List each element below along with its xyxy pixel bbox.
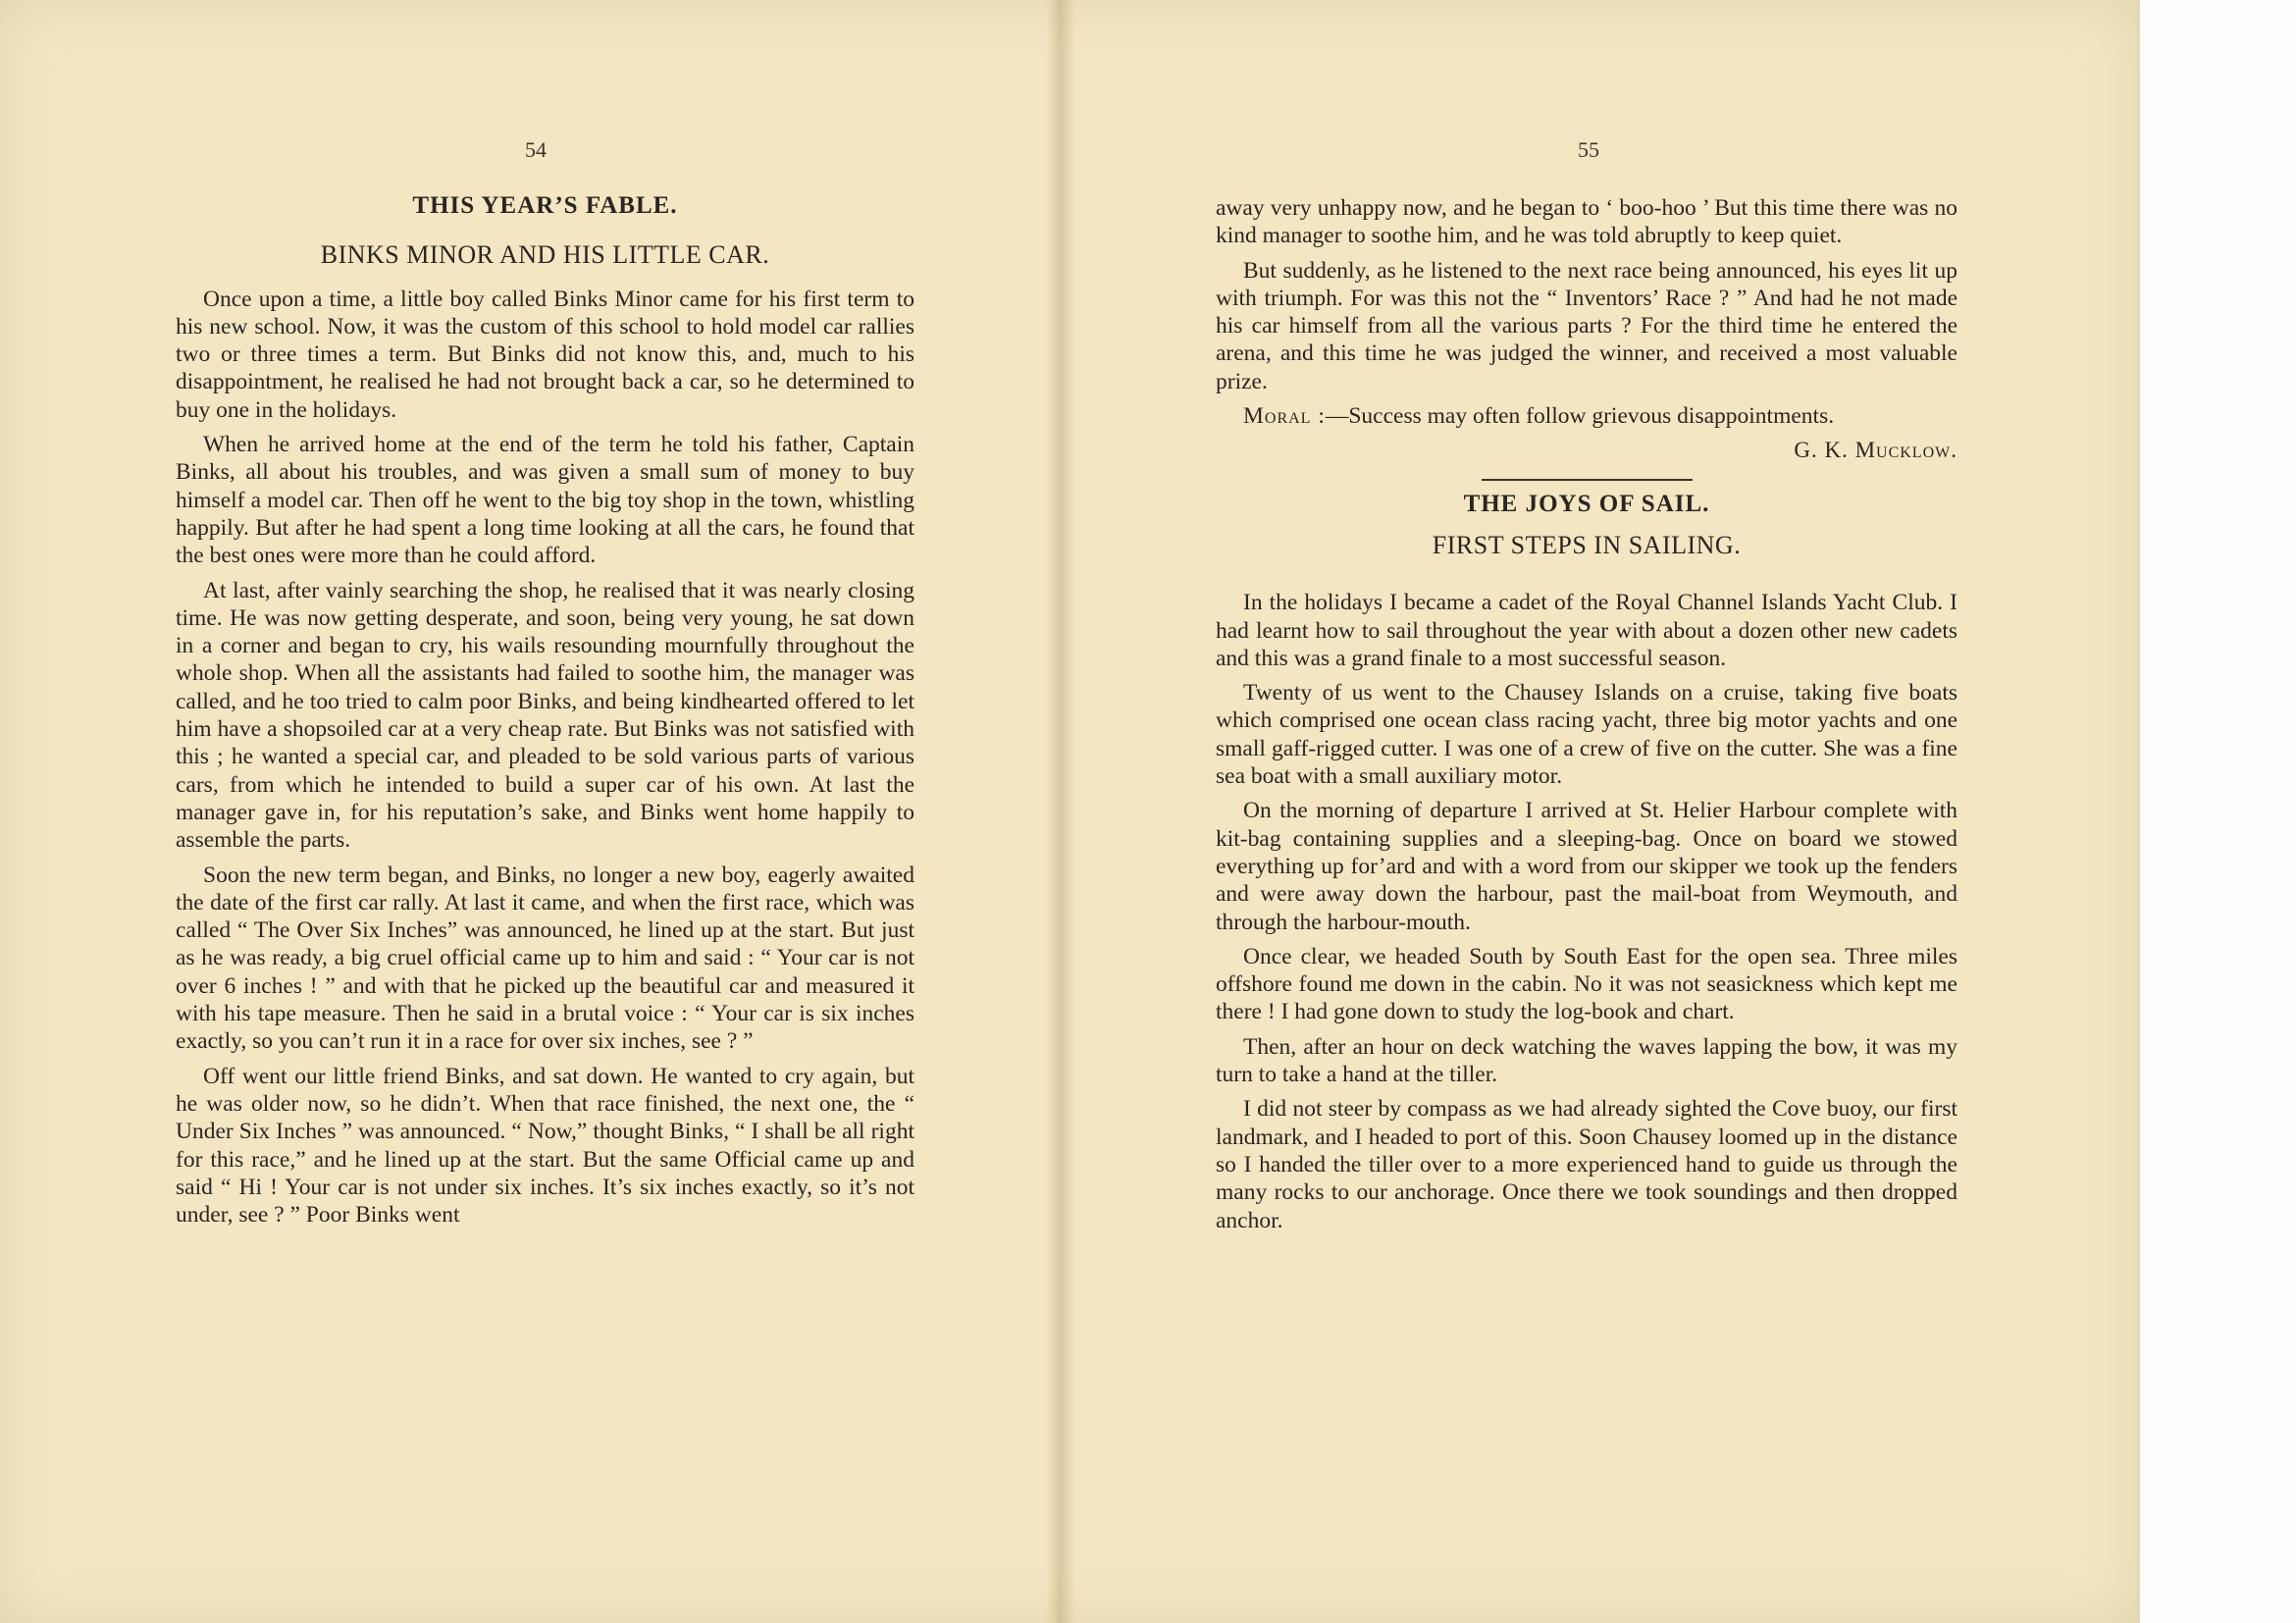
fable-title: THIS YEAR’S FABLE. — [412, 192, 678, 219]
sail-paragraph: On the morning of departure I arrived at St. Helier Harbour complete with kit-bag containing supplies and a sleeping-bag. Once on board we stowed everything up for’ard and with a word from our skipper we took up the fenders and were away down the harbour, past the mail-boat from Weymouth, and through the harbour-mouth. — [1216, 798, 1957, 935]
left-page — [0, 0, 1060, 1623]
fable-paragraph: When he arrived home at the end of the term he told his father, Captain Binks, all about his troubles, and was given a small sum of money to buy himself a model car. Then off he went to the big toy shop in the town, whistling happily. But after he had spent a long time looking at all the cars, he found that the best ones were more than he could afford. — [176, 432, 914, 569]
sail-paragraph: Twenty of us went to the Chausey Islands on a cruise, taking five boats which comprised one ocean class racing yacht, three big motor yachts and one small gaff-rigged cutter. I was one of a crew of five on the cutter. She was a fine sea boat with a small auxiliary motor. — [1216, 680, 1957, 790]
fable-paragraph: Once upon a time, a little boy called Binks Minor came for his first term to his new school. Now, it was the custom of this school to hold model car rallies two or three times a term. But Binks did not know this, and, much to his disappointment, he realised he had not brought back a car, so he determined to buy one in the holidays. — [176, 286, 914, 423]
fable-continued-paragraph: But suddenly, as he listened to the next race being announced, his eyes lit up with triumph. For was this not the “ Inventors’ Race ? ” And had he not made his car himself from all the various parts ? For the third time he entered the arena, and this time he was judged the winner, and received a most valuable prize. — [1216, 257, 1957, 394]
page-number-left: 54 — [525, 137, 547, 162]
fable-author — [1216, 437, 1957, 464]
left-page-text — [176, 192, 914, 1235]
moral-text: —Success may often follow grievous disappointments. — [1325, 403, 1835, 430]
sail-subtitle: FIRST STEPS IN SAILING. — [1432, 530, 1742, 559]
section-divider — [1482, 479, 1693, 481]
author-name: G. K. Mucklow. — [1794, 438, 1957, 463]
sail-paragraph: Once clear, we headed South by South East for the open sea. Three miles offshore found me down in the cabin. No it was not seasickness which kept me there ! I had gone down to study the log-book and chart. — [1216, 943, 1957, 1025]
sail-paragraph: In the holidays I became a cadet of the Royal Channel Islands Yacht Club. I had learnt how to sail throughout the year with about a dozen other new cadets and this was a grand finale to a most successful season. — [1216, 590, 1957, 671]
fable-subtitle: BINKS MINOR AND HIS LITTLE CAR. — [320, 240, 770, 270]
fable-moral — [1216, 402, 1957, 430]
fable-paragraph: At last, after vainly searching the shop, he realised that it was nearly closing time. He was now getting desperate, and soon, being very young, he sat down in a corner and began to cry, his wails resounding mournfully throughout the whole shop. When all the assistants had failed to soothe him, the manager was called, and he too tried to calm poor Binks, and being kindhearted offered to let him have a shopsoiled car at a very cheap rate. But Binks was not satisfied with this ; he wanted a special car, and pleaded to be sold various parts of various cars, from which he intended to build a super car of his own. At last the manager gave in, for his reputation’s sake, and Binks went home happily to assemble the parts. — [176, 577, 914, 854]
fable-continued-paragraph: away very unhappy now, and he began to ‘ boo-hoo ’ But this time there was no kind manager to soothe him, and he was told abruptly to keep quiet. — [1216, 195, 1957, 249]
sail-paragraph: Then, after an hour on deck watching the waves lapping the bow, it was my turn to take a hand at the tiller. — [1216, 1033, 1957, 1088]
fable-paragraph: Off went our little friend Binks, and sat down. He wanted to cry again, but he was older now, so he didn’t. When that race finished, the next one, the “ Under Six Inches ” was announced. “ Now,” thought Binks, “ I shall be all right for this race,” and he lined up at the start. But the same Official came up and said “ Hi ! Your car is not under six inches. It’s six inches exactly, so it’s not under, see ? ” Poor Binks went — [176, 1063, 914, 1229]
moral-label: Moral : — [1243, 403, 1326, 430]
right-page — [1060, 0, 2137, 1623]
sail-title: THE JOYS OF SAIL. — [1463, 490, 1710, 517]
scan-margin — [2137, 0, 2296, 1623]
page-number-right: 55 — [1578, 137, 1599, 162]
fable-paragraph: Soon the new term began, and Binks, no longer a new boy, eagerly awaited the date of the first car rally. At last it came, and when the first race, which was called “ The Over Six Inches” was announced, he lined up at the start. But just as he was ready, a big cruel official came up to him and said : “ Your car is not over 6 inches ! ” and with that he picked up the beautiful car and measured it with his tape measure. Then he said in a brutal voice : “ Your car is six inches exactly, so you can’t run it in a race for over six inches, see ? ” — [176, 862, 914, 1055]
sail-paragraph: I did not steer by compass as we had already sighted the Cove buoy, our first landmark, and I headed to port of this. Soon Chausey loomed up in the distance so I handed the tiller over to a more experienced hand to guide us through the many rocks to our anchorage. Once there we took soundings and then dropped anchor. — [1216, 1096, 1957, 1233]
right-page-text — [1216, 194, 1957, 1241]
